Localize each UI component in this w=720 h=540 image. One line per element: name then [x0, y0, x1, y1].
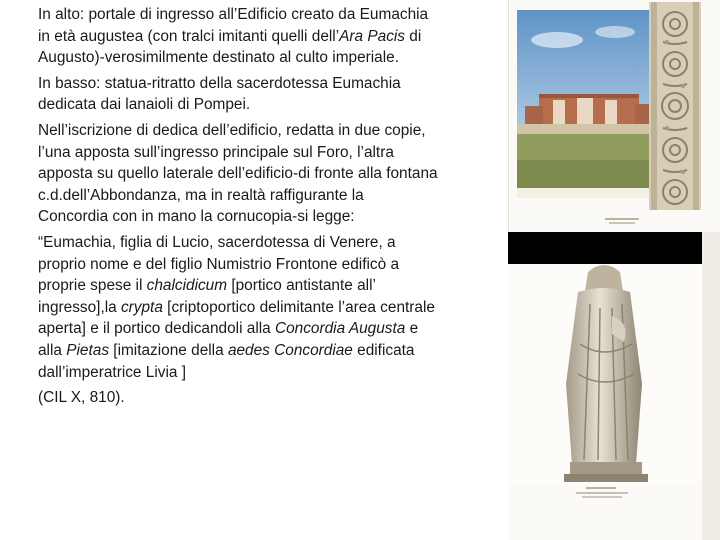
portal-caption-mark — [605, 212, 645, 220]
black-background-corner — [508, 232, 702, 264]
text-segment: di Augusto)-verosimilmente destinato al culto imperiale. — [38, 27, 422, 67]
pilaster-image — [649, 2, 701, 210]
caption-lines — [605, 217, 645, 225]
text-segment: e alla — [38, 320, 419, 359]
text-segment: “Eumachia, figlia di Lucio, sacerdotessa di Venere, a proprio nome e del figlio Numistrio Frontone edificò a proprie spese il — [38, 233, 400, 295]
statue-photo — [508, 264, 702, 484]
paragraph-p1 — [38, 4, 438, 69]
statue-photo-page — [508, 232, 720, 540]
italic-term: Pietas — [66, 341, 110, 359]
italic-term: Ara Pacis — [339, 27, 406, 45]
paragraph-p3 — [38, 120, 438, 228]
text-segment: Nell’iscrizione di dedica dell’edificio, redatta in due copie, l’una apposta sull’ingresso principale sul Foro, l’altra apposta su quello laterale dell’edificio-di fronte alla fontana c.d.dell’Abbondanza, ma in realtà raffigurante la Concordia con in mano la cornucopia-si legge: — [38, 121, 438, 226]
portal-photo-page — [508, 0, 720, 232]
carved-pilaster-photo — [649, 2, 701, 210]
text-segment: [imitazione della — [109, 341, 228, 359]
ruins-image — [517, 10, 653, 198]
text-segment: edificata dall’imperatrice Livia ] — [38, 341, 415, 381]
paragraph-p2 — [38, 73, 438, 116]
text-segment: [criptoportico delimitante l’area centrale aperta] e il portico dedicandoli alla — [38, 298, 435, 338]
paragraph-p5 — [38, 387, 438, 409]
italic-term: Concordia Augusta — [275, 320, 406, 338]
italic-term: chalcidicum — [146, 277, 228, 295]
statue-caption-mark — [572, 486, 632, 500]
page-edge-strip — [702, 232, 720, 540]
ruins-photo — [517, 10, 653, 198]
text-segment: [portico antistante all’ ingresso],la — [38, 277, 376, 316]
italic-term: crypta — [120, 298, 163, 316]
description-text — [38, 4, 438, 409]
italic-term: aedes Concordiae — [227, 341, 353, 359]
statue-caption-lines — [572, 486, 632, 500]
statue-image — [508, 264, 702, 484]
text-segment: In basso: statua-ritratto della sacerdotessa Eumachia dedicata dai lanaioli di Pompei. — [38, 74, 401, 114]
text-segment: (CIL X, 810). — [38, 389, 125, 407]
paragraph-p4 — [38, 232, 438, 383]
text-segment: In alto: portale di ingresso all’Edificio creato da Eumachia in età augustea (con tralci imitanti quelli dell’ — [38, 6, 429, 45]
